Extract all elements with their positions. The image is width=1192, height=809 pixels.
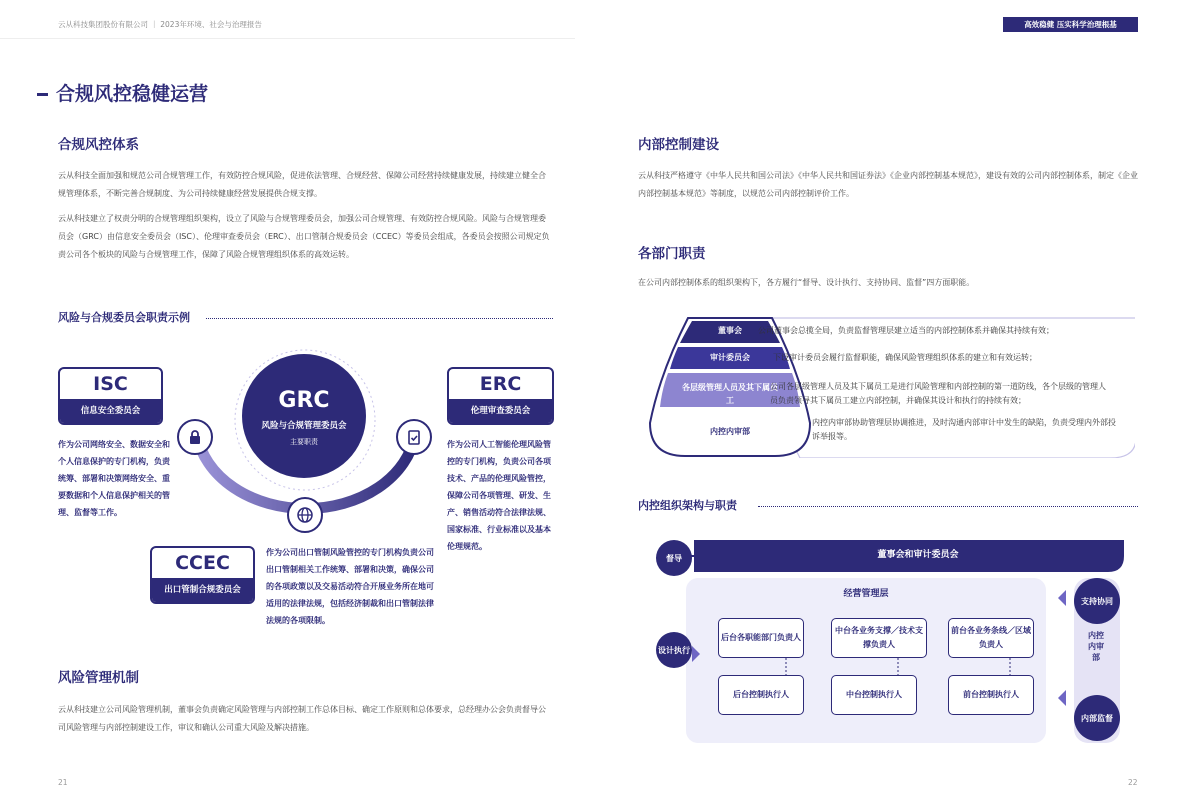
section-title-risk-mechanism: 风险管理机制 — [58, 670, 139, 686]
ccec-name: 出口管制合规委员会 — [152, 578, 253, 602]
pyramid-label-internal-audit: 内控内审部 — [710, 427, 750, 436]
org-box-middle-office-heads: 中台各业务支撑／技术支撑负责人 — [831, 618, 927, 658]
isc-card — [58, 367, 163, 425]
erc-code: ERC — [479, 373, 522, 395]
org-box-back-office-executors: 后台控制执行人 — [718, 675, 804, 715]
management-label: 经营管理层 — [843, 589, 889, 599]
org-box-front-office-executors: 前台控制执行人 — [948, 675, 1034, 715]
erc-name: 伦理审查委员会 — [449, 399, 552, 423]
paragraph-internal-control: 云从科技严格遵守《中华人民共和国公司法》《中华人民共和国证券法》《企业内部控制基本规范》，建设有效的公司内部控制体系，制定《企业内部控制基本规范》等制度，以规范公司内部控制评价工作。 — [638, 171, 1138, 198]
org-box-front-office-heads: 前台各业务条线／区域负责人 — [948, 618, 1034, 658]
header-section-badge: 高效稳健 压实科学治理根基 — [1003, 17, 1138, 32]
pyramid-label-managers: 各层级管理人员及其下属员工 — [682, 383, 778, 405]
pyramid-text-managers: 公司各层级管理人员及其下属员工是进行风险管理和内部控制的第一道防线，各个层级的管理人员负责领导其下属员工建立内部控制，并确保其设计和执行的持续有效； — [770, 382, 1106, 405]
pyramid-text-audit-committee: 下设审计委员会履行监督职能，确保风险管理组织体系的建立和有效运转； — [773, 353, 1037, 362]
ccec-card — [150, 546, 255, 604]
lock-icon — [177, 419, 213, 455]
design-execute-node: 设计执行 — [656, 632, 692, 668]
grc-name: 风险与合规管理委员会 — [261, 421, 347, 431]
isc-code: ISC — [93, 373, 128, 395]
paragraph-dept-duties: 在公司内部控制体系的组织架构下，各方履行“督导、设计执行、支持协同、监督”四方面职能。 — [638, 278, 975, 287]
support-node: 支持协同 — [1074, 578, 1120, 624]
monitor-node: 内部监督 — [1074, 695, 1120, 741]
grc-code: GRC — [278, 388, 330, 413]
pyramid-label-board: 董事会 — [718, 326, 742, 335]
isc-description: 作为公司网络安全、数据安全和个人信息保护的专门机构，负责统筹、部署和决策网络安全、重要数据和个人信息保护相关的管理、监督等工作。 — [58, 440, 170, 517]
section-title-internal-control: 内部控制建设 — [638, 137, 719, 153]
grc-sub: 主要职责 — [290, 438, 318, 446]
grc-circle — [242, 354, 366, 478]
diagram-title-committee: 风险与合规委员会职责示例 — [58, 311, 190, 324]
org-box-middle-office-executors: 中台控制执行人 — [831, 675, 917, 715]
paragraph-compliance-2: 云从科技建立了权责分明的合规管理组织架构，设立了风险与合规管理委员会，加强公司合规管理、有效防控合规风险。风险与合规管理委员会（GRC）由信息安全委员会（ISC）、伦理审查委员会（ERC）、出口管制合规委员会（CCEC）等委员会组成，各委员会按照公司规定负责公司各个板块的风险与合规管理工作，保障了风险合规管理组织体系的高效运转。 — [58, 214, 550, 259]
header-report-title: 云从科技集团股份有限公司 ｜ 2023年环境、社会与治理报告 — [58, 20, 262, 29]
org-chart — [638, 530, 1138, 750]
diagram-title-rule — [206, 318, 553, 319]
erc-description: 作为公司人工智能伦理风险管控的专门机构，负责公司各项技术、产品的伦理风险管控，保障公司各项管理、研发、生产、销售活动符合法律法规、国家标准、行业标准以及基本伦理规范。 — [447, 440, 551, 551]
page-title — [37, 79, 208, 106]
section-title-org-structure: 内控组织架构与职责 — [638, 499, 737, 512]
internal-audit-vertical-label: 内控内审部 — [1088, 631, 1104, 662]
title-dash — [37, 93, 48, 96]
org-box-back-office-heads: 后台各职能部门负责人 — [718, 618, 804, 658]
globe-icon — [287, 497, 323, 533]
ccec-code: CCEC — [175, 552, 230, 574]
duties-pyramid — [640, 313, 1135, 458]
page-number-left: 21 — [58, 778, 68, 787]
pyramid-label-audit-committee: 审计委员会 — [710, 353, 750, 362]
ccec-description: 作为公司出口管制风险管控的专门机构负责公司出口管制相关工作统筹、部署和决策，确保公司的各项政策以及交易活动符合开展业务所在地可适用的法律法规，包括经济制裁和出口管制法律法规的各项限制。 — [266, 548, 434, 625]
header-divider — [0, 38, 575, 39]
supervise-node: 督导 — [656, 540, 692, 576]
section-title-compliance-system: 合规风控体系 — [58, 137, 139, 153]
page-title-text: 合规风控稳健运营 — [56, 83, 209, 105]
board-audit-banner: 董事会和审计委员会 — [877, 550, 959, 560]
section-title-dept-duties: 各部门职责 — [638, 246, 706, 262]
org-title-rule — [758, 506, 1138, 507]
pyramid-text-board: 公司董事会总揽全局，负责监督管理层建立适当的内部控制体系并确保其持续有效； — [758, 326, 1054, 335]
isc-name: 信息安全委员会 — [60, 399, 161, 423]
paragraph-compliance-1: 云从科技全面加强和规范公司合规管理工作，有效防控合规风险，促进依法管理、合规经营、保障公司经营持续健康发展，持续建立健全合规管理体系，不断完善合规制度、为公司持续健康经营发展提供合规支撑。 — [58, 171, 546, 198]
erc-card — [447, 367, 554, 425]
pyramid-text-internal-audit: 内控内审部协助管理层协调推进，及时沟通内部审计中发生的缺陷，负责受理内外部投诉举报等。 — [812, 418, 1116, 441]
page-number-right: 22 — [1128, 778, 1138, 787]
paragraph-risk-mechanism: 云从科技建立公司风险管理机制，董事会负责确定风险管理与内部控制工作总体目标、确定工作原则和总体要求，总经理办公会负责督导公司风险管理与内部控制建设工作，审议和确认公司重大风险及解决措施。 — [58, 705, 546, 732]
clipboard-check-icon — [396, 419, 432, 455]
